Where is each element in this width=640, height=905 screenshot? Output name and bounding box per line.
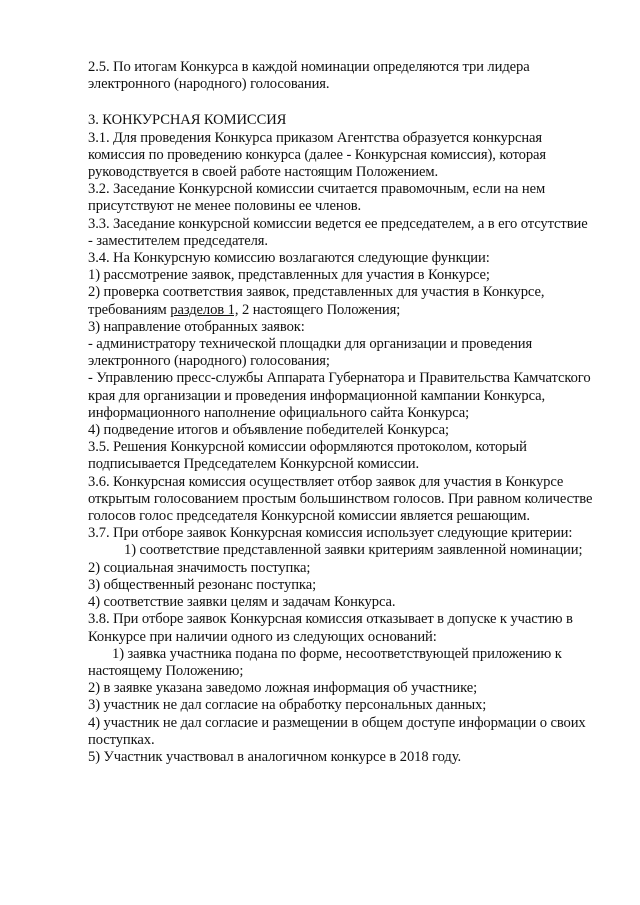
criteria-item-3: 3) общественный резонанс поступка;	[88, 576, 317, 593]
criteria-item-4: 4) соответствие заявки целям и задачам Конкурса.	[88, 594, 396, 611]
refusal-item-2: 2) в заявке указана заведомо ложная информация об участнике;	[88, 680, 478, 697]
function-item-2-text-b: 2 настоящего Положения;	[238, 301, 401, 318]
paragraph-3-6: 3.6. Конкурсная комиссия осуществляет отбор заявок для участия в Конкурсе открытым голосованием простым большинством голосов. При равном количестве голосов голос председателя Конкурсной комиссии является решающим.	[88, 473, 593, 525]
function-item-3: 3) направление отобранных заявок:	[88, 318, 305, 335]
paragraph-3-1: 3.1. Для проведения Конкурса приказом Агентства образуется конкурсная комиссия по проведению конкурса (далее - Конкурсная комиссия), которая руководствуется в своей работе настоящим Положением.	[88, 129, 547, 181]
document-body	[88, 59, 593, 766]
function-item-3-b: - Управлению пресс-службы Аппарата Губернатора и Правительства Камчатского края для организации и проведения информационной кампании Конкурса, информационного наполнение официального сайта Конкурса;	[88, 370, 591, 421]
refusal-item-3: 3) участник не дал согласие на обработку персональных данных;	[88, 697, 487, 714]
function-item-2-text-a: 2) проверка соответствия заявок, представленных для участия в Конкурсе, требованиям	[88, 284, 545, 318]
spacer	[88, 93, 593, 112]
paragraph-3-8: 3.8. При отборе заявок Конкурсная комиссия отказывает в допуске к участию в Конкурсе при наличии одного из следующих оснований:	[88, 611, 573, 645]
function-item-1: 1) рассмотрение заявок, представленных для участия в Конкурсе;	[88, 267, 490, 284]
refusal-item-5: 5) Участник участвовал в аналогичном конкурсе в 2018 году.	[88, 748, 462, 765]
paragraph-3-3: 3.3. Заседание конкурсной комиссии ведется ее председателем, а в его отсутствие - заместителем председателя.	[88, 215, 588, 249]
criteria-item-1: 1) соответствие представленной заявки критериям заявленной номинации;	[124, 542, 583, 559]
refusal-item-4: 4) участник не дал согласие и размещении в общем доступе информации о своих поступках.	[88, 714, 586, 748]
function-item-4: 4) подведение итогов и объявление победителей Конкурса;	[88, 422, 449, 439]
paragraph-3-4: 3.4. На Конкурсную комиссию возлагаются следующие функции:	[88, 250, 490, 267]
paragraph-2-5: 2.5. По итогам Конкурса в каждой номинации определяются три лидера электронного (народного) голосования.	[88, 59, 530, 93]
paragraph-3-7: 3.7. При отборе заявок Конкурсная комиссия использует следующие критерии:	[88, 525, 573, 542]
function-item-2	[88, 284, 593, 318]
section-title: 3. КОНКУРСНАЯ КОМИССИЯ	[88, 112, 287, 129]
criteria-item-2: 2) социальная значимость поступка;	[88, 559, 311, 576]
sections-link[interactable]: разделов 1,	[170, 301, 239, 318]
paragraph-3-5: 3.5. Решения Конкурсной комиссии оформляются протоколом, который подписывается Председателем Конкурсной комиссии.	[88, 439, 527, 473]
refusal-item-1: 1) заявка участника подана по форме, несоответствующей приложению к настоящему Положению;	[88, 645, 562, 679]
function-item-3-a: - администратору технической площадки для организации и проведения электронного (народного) голосования;	[88, 336, 533, 370]
paragraph-3-2: 3.2. Заседание Конкурсной комиссии считается правомочным, если на нем присутствуют не менее половины ее членов.	[88, 181, 546, 215]
